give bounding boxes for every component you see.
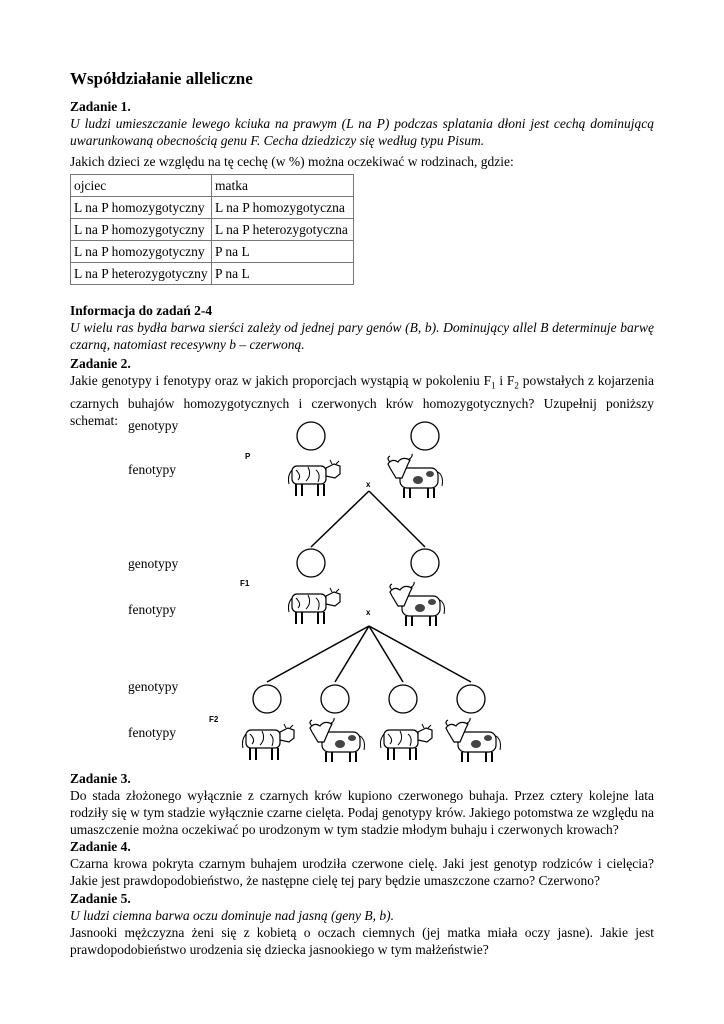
cross-symbol-p: x (366, 480, 371, 489)
genotypes-label-f2: genotypy (128, 679, 179, 694)
cow-image (380, 724, 432, 760)
connector-line (311, 491, 369, 547)
genotype-circle-f2-1[interactable] (253, 685, 281, 713)
table-cell: L na P heterozygotyczny (71, 263, 212, 285)
task5-text: Jasnooki mężczyzna żeni się z kobietą o oczach ciemnych (jej matka miała oczy jasne). Jakie jest prawdopodobieństwo urodzenia się dziecka jasnookiego w tym małżeństwie? (70, 925, 654, 957)
generation-f1-label: F1 (240, 579, 250, 588)
task5-intro: U ludzi ciemna barwa oczu dominuje nad jasną (geny B, b). (70, 908, 394, 923)
info-heading: Informacja do zadań 2-4 (70, 303, 213, 318)
page-title: Współdziałanie alleliczne (70, 69, 253, 88)
bull-image (310, 718, 365, 762)
genotype-circle-f1-right[interactable] (411, 549, 439, 577)
connector-line (369, 491, 425, 547)
cow-image (288, 588, 340, 624)
phenotypes-label-f1: fenotypy (128, 602, 176, 617)
bull-image (446, 718, 501, 762)
task5-heading: Zadanie 5. (70, 891, 131, 906)
genotype-circle-f1-left[interactable] (297, 549, 325, 577)
task3-text: Do stada złożonego wyłącznie z czarnych krów kupiono czerwonego buhaja. Przez cztery kolejne lata rodziły się w tym stadzie wyłącznie czarne cielęta. Podaj genotypy krów. Jakiego potomstwa ze względu na umaszczenie można oczekiwać po urodzonym w tym stadzie młodym buhaju i czerwonych krowach? (70, 788, 654, 837)
table-header-mother: matka (212, 175, 354, 197)
cow-image (242, 724, 294, 760)
table-cell: L na P heterozygotyczna (212, 219, 354, 241)
genotypes-label-f1: genotypy (128, 556, 179, 571)
task5-section (70, 890, 654, 958)
generation-p-label: P (245, 452, 251, 461)
table-cell: L na P homozygotyczny (71, 219, 212, 241)
connector-line (369, 626, 403, 682)
bull-image (390, 582, 445, 626)
connector-line (267, 626, 369, 682)
task3-heading: Zadanie 3. (70, 771, 131, 786)
table-header-father: ojciec (71, 175, 212, 197)
phenotypes-label-p: fenotypy (128, 462, 176, 477)
task1-question: Jakich dzieci ze względu na tę cechę (w %) można oczekiwać w rodzinach, gdzie: (70, 154, 514, 169)
task1-intro: U ludzi umieszczanie lewego kciuka na prawym (L na P) podczas splatania dłoni jest cechą dominującą uwarunkowaną obecnością genu F. Cecha dziedziczy się według typu Pisum. (70, 116, 654, 148)
task4-heading: Zadanie 4. (70, 839, 131, 854)
task4-text: Czarna krowa pokryta czarnym buhajem urodziła czerwone cielę. Jaki jest genotyp rodziców i cielęcia? Jakie jest prawdopodobieństwo, że następne cielę tej pary będzie umaszczone czarno? Czerwono? (70, 856, 654, 888)
task3-section (70, 770, 654, 838)
phenotypes-label-f2: fenotypy (128, 725, 176, 740)
table-cell: L na P homozygotyczna (212, 197, 354, 219)
genotype-circle-p-father[interactable] (297, 422, 325, 450)
generation-f2-label: F2 (209, 715, 219, 724)
cross-symbol-f1: x (366, 608, 371, 617)
genotype-circle-p-mother[interactable] (411, 422, 439, 450)
task1-heading: Zadanie 1. (70, 99, 131, 114)
table-cell: P na L (212, 241, 354, 263)
genotype-circle-f2-4[interactable] (457, 685, 485, 713)
connector-line (369, 626, 471, 682)
cow-image (288, 460, 340, 496)
connector-line (335, 626, 369, 682)
genotype-circle-f2-3[interactable] (389, 685, 417, 713)
info-text: U wielu ras bydła barwa sierści zależy od jednej pary genów (B, b). Dominujący allel B determinuje barwę czarną, natomiast recesywny b – czerwoną. (70, 320, 654, 352)
task2-heading: Zadanie 2. (70, 356, 131, 371)
genotype-circle-f2-2[interactable] (321, 685, 349, 713)
genotypes-label-p: genotypy (128, 418, 179, 433)
task2-text: Jakie genotypy i fenotypy oraz w jakich proporcjach wystąpią w pokoleniu $F_1$ i $F_2$ powstałych z kojarzenia czarnych buhajów homozygotycznych i czerwonych krów homozygotycznych? Uzupełnij poniższy schemat: (70, 373, 654, 428)
bull-image (388, 454, 443, 498)
table-cell: P na L (212, 263, 354, 285)
table-cell: L na P homozygotyczny (71, 241, 212, 263)
task4-section (70, 838, 654, 889)
table-cell: L na P homozygotyczny (71, 197, 212, 219)
